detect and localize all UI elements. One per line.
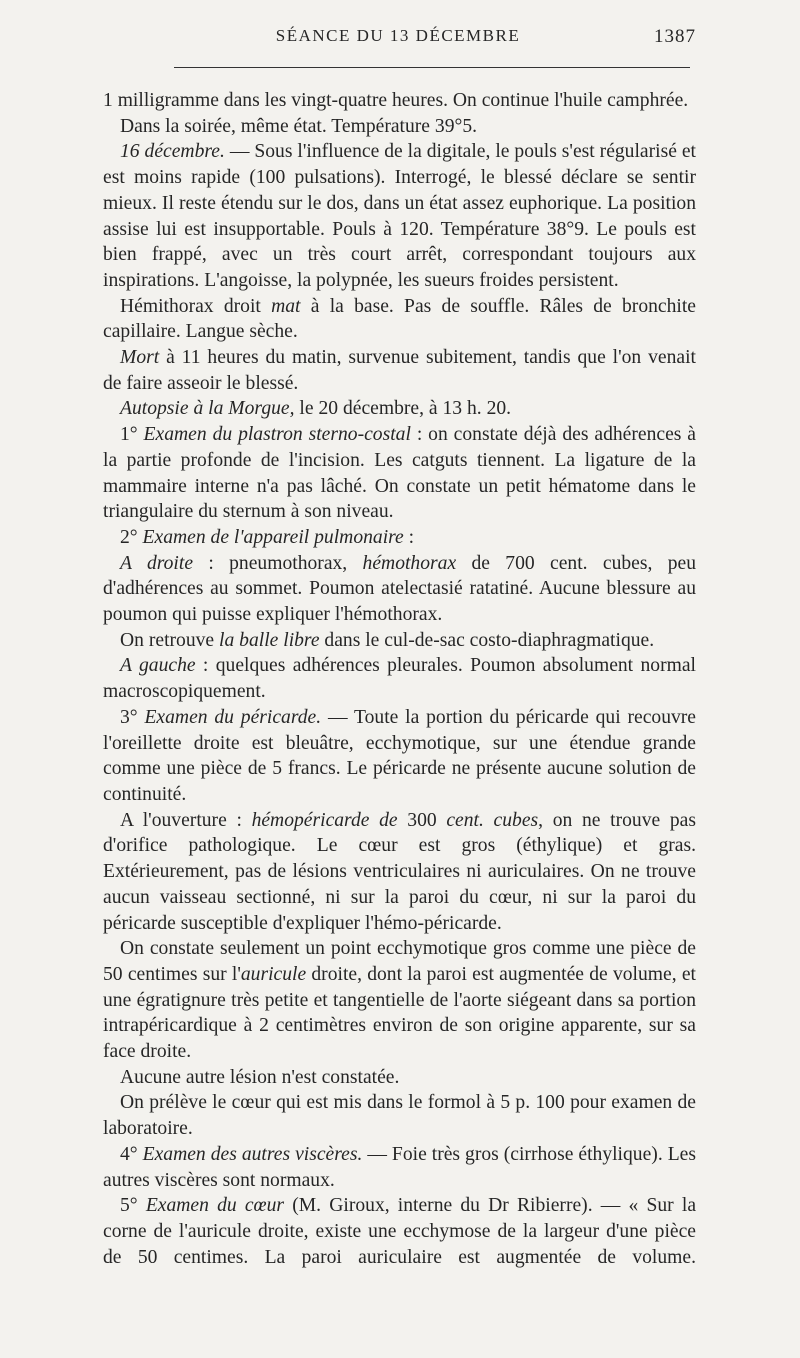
text-run: A l'ouverture :: [120, 809, 252, 831]
italic-text: Autopsie à la Morgue,: [120, 398, 295, 420]
paragraph: [103, 422, 696, 525]
header-rule: [174, 67, 690, 68]
text-run: 300: [397, 809, 447, 831]
italic-text: 16 décembre.: [120, 141, 225, 163]
paragraph: [103, 653, 696, 704]
text-run: — Foie très gros (cirrhose éthylique). Les autres viscères sont normaux.: [103, 1143, 696, 1191]
paragraph: [103, 294, 696, 345]
italic-text: Examen du cœur: [145, 1195, 285, 1217]
text-run: On retrouve: [120, 629, 220, 651]
text-run: , on ne trouve pas d'orifice pathologique. Le cœur est gros (éthylique) et gras. Extérieurement, pas de lésions ventriculaires ni auriculaires. On ne trouve aucun vaisseau sectionné, ni sur la paroi du cœur, ni sur la paroi du péricarde susceptible d'expliquer l'hémo-péricarde.: [103, 809, 696, 934]
paragraph: [103, 114, 696, 140]
text-run: — Toute la portion du péricarde qui recouvre l'oreillette droite est bleuâtre, ecchymotique, sur une étendue grande comme une pièce de 5 francs. Le péricarde ne présente aucune solution de continuité.: [103, 706, 697, 805]
paragraph: [103, 705, 696, 808]
text-run: le 20 décembre, à 13 h. 20.: [294, 398, 512, 420]
italic-text: Mort: [120, 347, 160, 369]
paragraph: [103, 139, 696, 293]
paragraph: [103, 551, 696, 628]
running-header: [100, 26, 696, 50]
text-run: 2°: [120, 526, 143, 548]
text-run: Aucune autre lésion n'est constatée.: [120, 1066, 400, 1088]
text-run: 1 milligramme dans les vingt-quatre heures. On continue l'huile camphrée.: [103, 90, 689, 111]
text-run: 4°: [120, 1143, 143, 1165]
text-run: 5°: [120, 1195, 146, 1217]
paragraph: [103, 396, 696, 422]
text-run: à 11 heures du matin, survenue subitement, tandis que l'on venait de faire asseoir le blessé.: [103, 347, 696, 394]
text-run: :: [403, 526, 415, 548]
italic-text: Examen du plastron sterno-costal: [143, 424, 411, 446]
italic-text: Examen des autres viscères.: [142, 1143, 363, 1165]
paragraph: [103, 525, 696, 551]
italic-text: cent. cubes: [446, 809, 539, 831]
paragraph: [103, 936, 696, 1065]
running-title: SÉANCE DU 13 DÉCEMBRE: [275, 26, 521, 45]
text-run: dans le cul-de-sac costo-diaphragmatique.: [319, 629, 655, 651]
italic-text: mat: [271, 295, 301, 317]
italic-text: hémopéricarde de: [251, 809, 398, 831]
paragraph: [103, 345, 696, 396]
italic-text: hémothorax: [362, 552, 457, 574]
italic-text: auricule: [240, 963, 307, 985]
text-run: : pneumothorax,: [193, 552, 363, 574]
paragraph: [103, 88, 696, 114]
text-run: : quelques adhérences pleurales. Poumon absolument normal macroscopiquement.: [103, 655, 696, 703]
text-run: On prélève le cœur qui est mis dans le formol à 5 p. 100 pour examen de laboratoire.: [103, 1092, 696, 1140]
text-run: Dans la soirée, même état. Température 39°5.: [120, 115, 478, 137]
italic-text: A droite: [120, 552, 194, 574]
italic-text: A gauche: [120, 655, 196, 677]
paragraph: [103, 1090, 696, 1141]
body-text: [103, 88, 696, 1270]
page-number: 1387: [654, 26, 696, 47]
text-run: 1°: [120, 424, 144, 446]
paragraph: [103, 628, 696, 654]
paragraph: [103, 1065, 696, 1091]
text-run: 3°: [120, 706, 145, 728]
text-run: : on constate déjà des adhérences à la partie profonde de l'incision. Les catguts tiennent. La ligature de la mammaire interne n'a pas lâché. On constate un petit hématome dans le triangulaire du sternum à son niveau.: [103, 424, 697, 523]
italic-text: Examen du péricarde.: [144, 706, 322, 728]
text-run: (M. Giroux, interne du Dr Ribierre). — « Sur la corne de l'auricule droite, existe une ecchymose de la largeur d'une pièce de 50 centimes. La paroi auriculaire est augmentée de volume.: [103, 1195, 697, 1268]
text-run: à la base. Pas de souffle. Râles de bronchite capillaire. Langue sèche.: [103, 295, 697, 343]
text-run: On constate seulement un point ecchymotique gros comme une pièce de 50 centimes sur l': [103, 938, 696, 985]
paragraph: [103, 1142, 696, 1193]
italic-text: la balle libre: [219, 629, 320, 651]
text-run: Hémithorax droit: [120, 295, 272, 317]
paragraph: [103, 1193, 696, 1270]
text-run: droite, dont la paroi est augmentée de volume, et une égratignure très petite et tangentielle de l'aorte siégeant dans sa portion intrapéricardique à 2 centimètres environ de son origine apparente, sur sa face droite.: [103, 963, 696, 1063]
text-run: — Sous l'influence de la digitale, le pouls s'est régularisé et est moins rapide (100 pulsations). Interrogé, le blessé déclare se sentir mieux. Il reste étendu sur le dos, dans un état assez euphorique. La position assise lui est insupportable. Pouls à 120. Température 38°9. Le pouls est bien frappé, avec un très court arrêt, correspondant toujours aux inspirations. L'angoisse, la polypnée, les sueurs froides persistent.: [103, 141, 696, 291]
paragraph: [103, 808, 696, 937]
italic-text: Examen de l'appareil pulmonaire: [142, 526, 404, 548]
text-run: de 700 cent. cubes, peu d'adhérences au sommet. Poumon atelectasié ratatiné. Aucune blessure au poumon qui puisse expliquer l'hémothorax.: [103, 552, 697, 626]
